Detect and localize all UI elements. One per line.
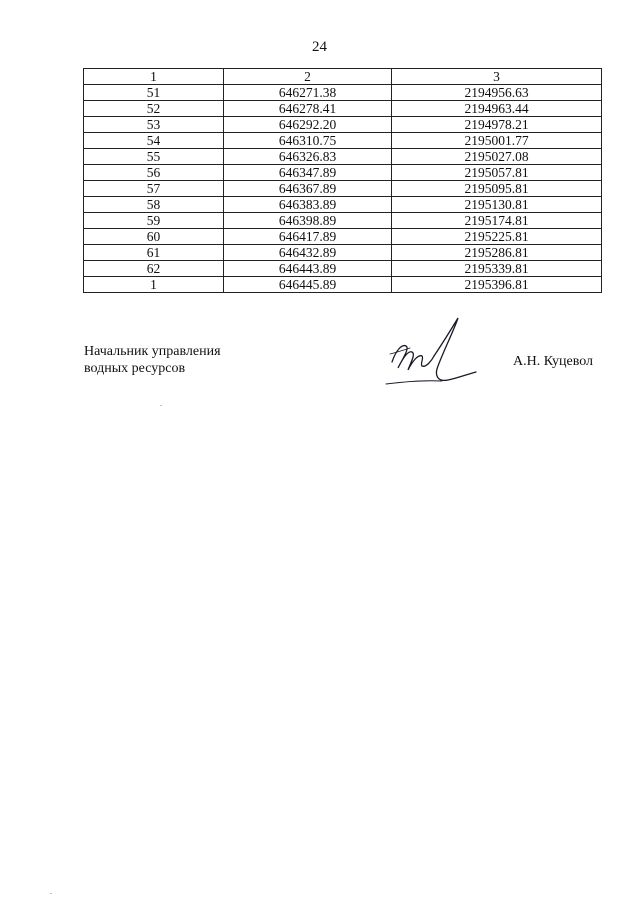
cell-x-coordinate: 646398.89 xyxy=(224,213,392,229)
table-row xyxy=(84,277,602,293)
cell-point-number: 58 xyxy=(84,197,224,213)
cell-y-coordinate: 2195225.81 xyxy=(392,229,602,245)
table-row xyxy=(84,213,602,229)
cell-x-coordinate: 646367.89 xyxy=(224,181,392,197)
table-row xyxy=(84,181,602,197)
cell-y-coordinate: 2195001.77 xyxy=(392,133,602,149)
cell-x-coordinate: 646326.83 xyxy=(224,149,392,165)
signer-title xyxy=(84,343,221,377)
cell-point-number: 55 xyxy=(84,149,224,165)
cell-x-coordinate: 646443.89 xyxy=(224,261,392,277)
cell-point-number: 52 xyxy=(84,101,224,117)
cell-x-coordinate: 646347.89 xyxy=(224,165,392,181)
column-header-point: 1 xyxy=(84,69,224,85)
cell-point-number: 60 xyxy=(84,229,224,245)
table-row xyxy=(84,245,602,261)
cell-x-coordinate: 646310.75 xyxy=(224,133,392,149)
table-row xyxy=(84,133,602,149)
cell-x-coordinate: 646271.38 xyxy=(224,85,392,101)
cell-y-coordinate: 2195396.81 xyxy=(392,277,602,293)
column-header-x: 2 xyxy=(224,69,392,85)
scan-speck xyxy=(50,893,52,894)
cell-x-coordinate: 646432.89 xyxy=(224,245,392,261)
cell-y-coordinate: 2195339.81 xyxy=(392,261,602,277)
column-header-y: 3 xyxy=(392,69,602,85)
scan-speck xyxy=(160,405,162,406)
table-row xyxy=(84,165,602,181)
cell-x-coordinate: 646292.20 xyxy=(224,117,392,133)
table-row xyxy=(84,101,602,117)
table-row xyxy=(84,117,602,133)
table-header-row xyxy=(84,69,602,85)
cell-x-coordinate: 646417.89 xyxy=(224,229,392,245)
cell-point-number: 57 xyxy=(84,181,224,197)
cell-x-coordinate: 646278.41 xyxy=(224,101,392,117)
cell-point-number: 59 xyxy=(84,213,224,229)
signer-name: А.Н. Куцевол xyxy=(513,354,594,369)
cell-y-coordinate: 2194956.63 xyxy=(392,85,602,101)
cell-point-number: 56 xyxy=(84,165,224,181)
cell-y-coordinate: 2195130.81 xyxy=(392,197,602,213)
cell-point-number: 51 xyxy=(84,85,224,101)
signer-title-line-2: водных ресурсов xyxy=(84,361,186,376)
cell-y-coordinate: 2195095.81 xyxy=(392,181,602,197)
cell-y-coordinate: 2195174.81 xyxy=(392,213,602,229)
cell-point-number: 62 xyxy=(84,261,224,277)
handwritten-signature xyxy=(372,310,482,390)
table-row xyxy=(84,197,602,213)
table-row xyxy=(84,149,602,165)
cell-y-coordinate: 2194978.21 xyxy=(392,117,602,133)
table-row xyxy=(84,261,602,277)
cell-point-number: 1 xyxy=(84,277,224,293)
cell-y-coordinate: 2195286.81 xyxy=(392,245,602,261)
page-number: 24 xyxy=(312,39,327,55)
cell-point-number: 61 xyxy=(84,245,224,261)
coordinates-table xyxy=(83,68,602,293)
cell-x-coordinate: 646383.89 xyxy=(224,197,392,213)
cell-point-number: 54 xyxy=(84,133,224,149)
cell-y-coordinate: 2195057.81 xyxy=(392,165,602,181)
cell-x-coordinate: 646445.89 xyxy=(224,277,392,293)
cell-point-number: 53 xyxy=(84,117,224,133)
cell-y-coordinate: 2194963.44 xyxy=(392,101,602,117)
table-row xyxy=(84,229,602,245)
table-row xyxy=(84,85,602,101)
cell-y-coordinate: 2195027.08 xyxy=(392,149,602,165)
table-body xyxy=(84,85,602,293)
signer-title-line-1: Начальник управления xyxy=(84,344,221,359)
